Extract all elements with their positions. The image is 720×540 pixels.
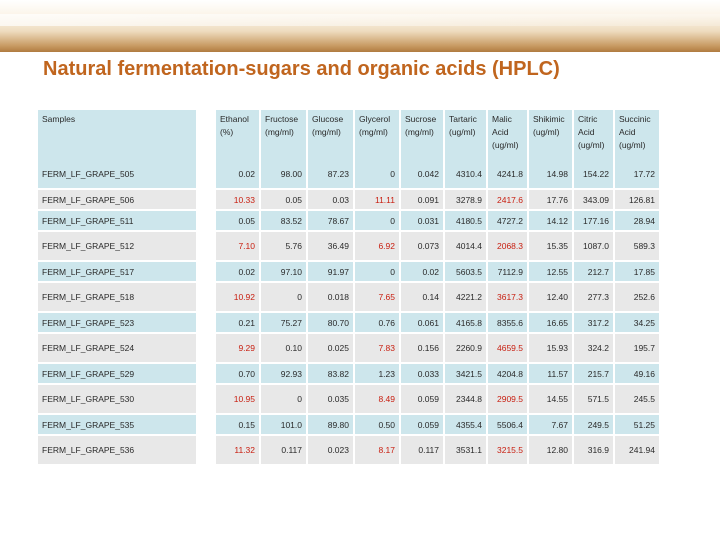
glycerol-cell: 8.49 (355, 385, 401, 415)
tartaric-cell: 5603.5 (445, 262, 488, 283)
header-malic: Malic Acid (ug/ml) (488, 110, 529, 160)
row-spacer (198, 334, 216, 364)
sucrose-cell: 0.061 (401, 313, 445, 334)
succinic-cell: 51.25 (615, 415, 661, 436)
shikimic-cell: 14.12 (529, 211, 574, 232)
tartaric-cell: 4221.2 (445, 283, 488, 313)
header-glucose: Glucose (mg/ml) (308, 110, 355, 160)
shikimic-cell: 12.80 (529, 436, 574, 466)
page-title: Natural fermentation-sugars and organic acids (HPLC) (43, 58, 560, 80)
sample-name-cell: FERM_LF_GRAPE_536 (38, 436, 198, 466)
sucrose-cell: 0.033 (401, 364, 445, 385)
sample-name-cell: FERM_LF_GRAPE_505 (38, 160, 198, 190)
table-row (38, 160, 661, 190)
citric-cell: 317.2 (574, 313, 615, 334)
citric-cell: 1087.0 (574, 232, 615, 262)
glycerol-cell: 1.23 (355, 364, 401, 385)
ethanol-cell: 10.95 (216, 385, 261, 415)
shikimic-cell: 15.93 (529, 334, 574, 364)
glycerol-cell: 0.76 (355, 313, 401, 334)
fructose-cell: 0.10 (261, 334, 308, 364)
ethanol-cell: 0.70 (216, 364, 261, 385)
sample-name-cell: FERM_LF_GRAPE_524 (38, 334, 198, 364)
glycerol-cell: 7.83 (355, 334, 401, 364)
tartaric-cell: 3531.1 (445, 436, 488, 466)
ethanol-cell: 9.29 (216, 334, 261, 364)
citric-cell: 571.5 (574, 385, 615, 415)
fructose-cell: 83.52 (261, 211, 308, 232)
malic-cell: 4659.5 (488, 334, 529, 364)
malic-cell: 4204.8 (488, 364, 529, 385)
shikimic-cell: 12.40 (529, 283, 574, 313)
shikimic-cell: 14.98 (529, 160, 574, 190)
glycerol-cell: 8.17 (355, 436, 401, 466)
row-spacer (198, 436, 216, 466)
citric-cell: 215.7 (574, 364, 615, 385)
glucose-cell: 0.03 (308, 190, 355, 211)
citric-cell: 324.2 (574, 334, 615, 364)
table-row (38, 385, 661, 415)
fructose-cell: 0.05 (261, 190, 308, 211)
malic-cell: 4241.8 (488, 160, 529, 190)
malic-cell: 7112.9 (488, 262, 529, 283)
sample-name-cell: FERM_LF_GRAPE_535 (38, 415, 198, 436)
row-spacer (198, 160, 216, 190)
header-glycerol: Glycerol (mg/ml) (355, 110, 401, 160)
glycerol-cell: 0.50 (355, 415, 401, 436)
succinic-cell: 17.72 (615, 160, 661, 190)
sample-name-cell: FERM_LF_GRAPE_512 (38, 232, 198, 262)
tartaric-cell: 4180.5 (445, 211, 488, 232)
succinic-cell: 245.5 (615, 385, 661, 415)
sample-name-cell: FERM_LF_GRAPE_517 (38, 262, 198, 283)
hplc-results-table (38, 110, 661, 466)
citric-cell: 343.09 (574, 190, 615, 211)
table-row (38, 364, 661, 385)
glucose-cell: 78.67 (308, 211, 355, 232)
row-spacer (198, 211, 216, 232)
row-spacer (198, 385, 216, 415)
sucrose-cell: 0.073 (401, 232, 445, 262)
malic-cell: 2068.3 (488, 232, 529, 262)
table-row (38, 262, 661, 283)
fructose-cell: 75.27 (261, 313, 308, 334)
table-row (38, 436, 661, 466)
sucrose-cell: 0.091 (401, 190, 445, 211)
glucose-cell: 0.018 (308, 283, 355, 313)
fructose-cell: 5.76 (261, 232, 308, 262)
sample-name-cell: FERM_LF_GRAPE_529 (38, 364, 198, 385)
fructose-cell: 0.117 (261, 436, 308, 466)
glucose-cell: 0.035 (308, 385, 355, 415)
malic-cell: 3215.5 (488, 436, 529, 466)
succinic-cell: 34.25 (615, 313, 661, 334)
decorative-top-band (0, 0, 720, 52)
header-fructose: Fructose (mg/ml) (261, 110, 308, 160)
sucrose-cell: 0.02 (401, 262, 445, 283)
succinic-cell: 126.81 (615, 190, 661, 211)
glycerol-cell: 0 (355, 262, 401, 283)
malic-cell: 4727.2 (488, 211, 529, 232)
glycerol-cell: 0 (355, 211, 401, 232)
row-spacer (198, 262, 216, 283)
sucrose-cell: 0.059 (401, 415, 445, 436)
fructose-cell: 0 (261, 385, 308, 415)
succinic-cell: 17.85 (615, 262, 661, 283)
ethanol-cell: 11.32 (216, 436, 261, 466)
glycerol-cell: 11.11 (355, 190, 401, 211)
sucrose-cell: 0.031 (401, 211, 445, 232)
glycerol-cell: 7.65 (355, 283, 401, 313)
tartaric-cell: 3278.9 (445, 190, 488, 211)
ethanol-cell: 0.02 (216, 160, 261, 190)
malic-cell: 8355.6 (488, 313, 529, 334)
sample-name-cell: FERM_LF_GRAPE_506 (38, 190, 198, 211)
citric-cell: 212.7 (574, 262, 615, 283)
header-sucrose: Sucrose (mg/ml) (401, 110, 445, 160)
header-tartaric: Tartaric (ug/ml) (445, 110, 488, 160)
ethanol-cell: 10.33 (216, 190, 261, 211)
tartaric-cell: 2260.9 (445, 334, 488, 364)
tartaric-cell: 4355.4 (445, 415, 488, 436)
glucose-cell: 87.23 (308, 160, 355, 190)
citric-cell: 316.9 (574, 436, 615, 466)
malic-cell: 2909.5 (488, 385, 529, 415)
table-row (38, 283, 661, 313)
glucose-cell: 0.025 (308, 334, 355, 364)
shikimic-cell: 16.65 (529, 313, 574, 334)
glucose-cell: 0.023 (308, 436, 355, 466)
tartaric-cell: 4014.4 (445, 232, 488, 262)
table-header-row (38, 110, 661, 160)
tartaric-cell: 4310.4 (445, 160, 488, 190)
fructose-cell: 0 (261, 283, 308, 313)
header-spacer (198, 110, 216, 160)
sample-name-cell: FERM_LF_GRAPE_518 (38, 283, 198, 313)
header-succinic: Succinic Acid (ug/ml) (615, 110, 661, 160)
succinic-cell: 589.3 (615, 232, 661, 262)
fructose-cell: 101.0 (261, 415, 308, 436)
succinic-cell: 241.94 (615, 436, 661, 466)
table-row (38, 313, 661, 334)
succinic-cell: 195.7 (615, 334, 661, 364)
header-ethanol: Ethanol (%) (216, 110, 261, 160)
glycerol-cell: 6.92 (355, 232, 401, 262)
succinic-cell: 28.94 (615, 211, 661, 232)
ethanol-cell: 0.02 (216, 262, 261, 283)
malic-cell: 3617.3 (488, 283, 529, 313)
tartaric-cell: 4165.8 (445, 313, 488, 334)
sucrose-cell: 0.059 (401, 385, 445, 415)
citric-cell: 177.16 (574, 211, 615, 232)
citric-cell: 277.3 (574, 283, 615, 313)
sample-name-cell: FERM_LF_GRAPE_511 (38, 211, 198, 232)
row-spacer (198, 415, 216, 436)
sucrose-cell: 0.042 (401, 160, 445, 190)
table-row (38, 334, 661, 364)
malic-cell: 5506.4 (488, 415, 529, 436)
shikimic-cell: 7.67 (529, 415, 574, 436)
shikimic-cell: 12.55 (529, 262, 574, 283)
malic-cell: 2417.6 (488, 190, 529, 211)
glucose-cell: 36.49 (308, 232, 355, 262)
table-row (38, 190, 661, 211)
succinic-cell: 252.6 (615, 283, 661, 313)
ethanol-cell: 0.21 (216, 313, 261, 334)
succinic-cell: 49.16 (615, 364, 661, 385)
row-spacer (198, 232, 216, 262)
ethanol-cell: 0.15 (216, 415, 261, 436)
header-citric: Citric Acid (ug/ml) (574, 110, 615, 160)
sucrose-cell: 0.14 (401, 283, 445, 313)
fructose-cell: 97.10 (261, 262, 308, 283)
row-spacer (198, 364, 216, 385)
ethanol-cell: 0.05 (216, 211, 261, 232)
sucrose-cell: 0.117 (401, 436, 445, 466)
shikimic-cell: 17.76 (529, 190, 574, 211)
glucose-cell: 83.82 (308, 364, 355, 385)
sucrose-cell: 0.156 (401, 334, 445, 364)
table-row (38, 415, 661, 436)
citric-cell: 249.5 (574, 415, 615, 436)
ethanol-cell: 10.92 (216, 283, 261, 313)
fructose-cell: 92.93 (261, 364, 308, 385)
ethanol-cell: 7.10 (216, 232, 261, 262)
glucose-cell: 80.70 (308, 313, 355, 334)
glycerol-cell: 0 (355, 160, 401, 190)
tartaric-cell: 3421.5 (445, 364, 488, 385)
header-shikimic: Shikimic (ug/ml) (529, 110, 574, 160)
row-spacer (198, 283, 216, 313)
fructose-cell: 98.00 (261, 160, 308, 190)
row-spacer (198, 190, 216, 211)
row-spacer (198, 313, 216, 334)
shikimic-cell: 14.55 (529, 385, 574, 415)
shikimic-cell: 15.35 (529, 232, 574, 262)
shikimic-cell: 11.57 (529, 364, 574, 385)
glucose-cell: 89.80 (308, 415, 355, 436)
table-row (38, 232, 661, 262)
sample-name-cell: FERM_LF_GRAPE_523 (38, 313, 198, 334)
table-row (38, 211, 661, 232)
citric-cell: 154.22 (574, 160, 615, 190)
header-samples: Samples (38, 110, 198, 160)
glucose-cell: 91.97 (308, 262, 355, 283)
tartaric-cell: 2344.8 (445, 385, 488, 415)
sample-name-cell: FERM_LF_GRAPE_530 (38, 385, 198, 415)
